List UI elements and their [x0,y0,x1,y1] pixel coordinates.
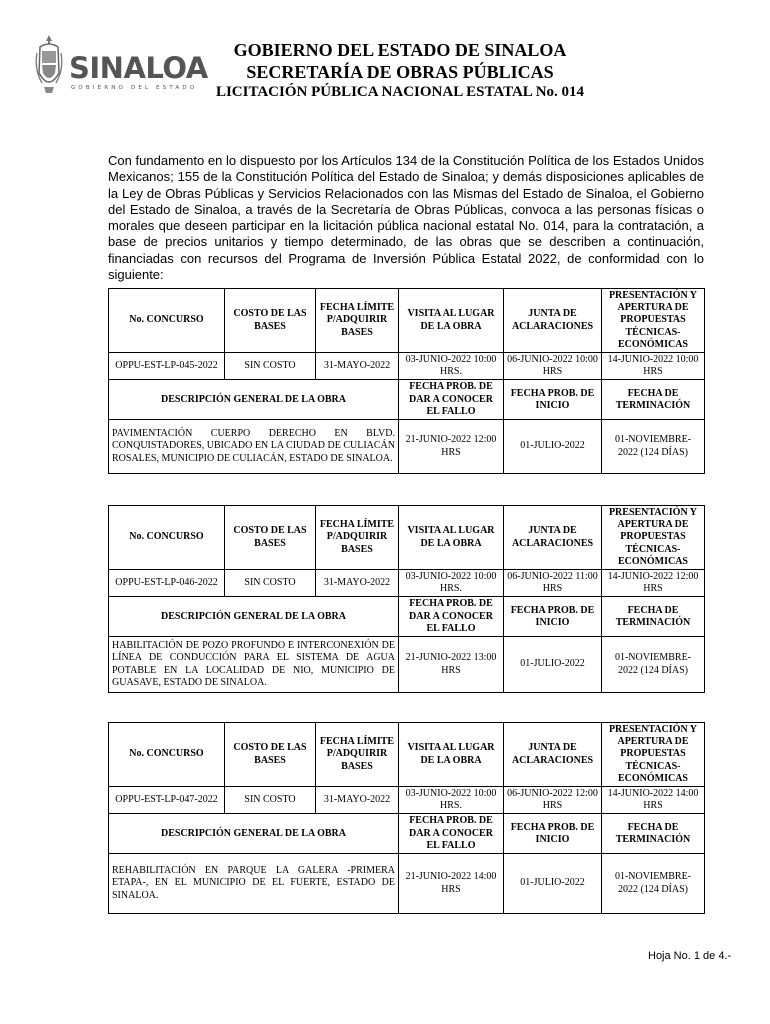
tender-ruling-date: 21-JUNIO-2022 14:00 HRS [399,854,504,914]
header-inicio: FECHA PROB. DE INICIO [504,380,602,420]
header-descripcion: DESCRIPCIÓN GENERAL DE LA OBRA [109,814,399,854]
header-junta: JUNTA DE ACLARACIONES [504,723,602,787]
logo-subtitle: GOBIERNO DEL ESTADO [71,85,198,91]
tender-deadline: 31-MAYO-2022 [316,787,399,814]
header-concurso: No. CONCURSO [109,506,225,570]
tender-proposals: 14-JUNIO-2022 10:00 HRS [602,353,705,380]
header-costo: COSTO DE LAS BASES [225,506,316,570]
tender-clarifications: 06-JUNIO-2022 10:00 HRS [504,353,602,380]
tender-ruling-date: 21-JUNIO-2022 13:00 HRS [399,637,504,693]
tender-table-1 [108,288,705,474]
header-fallo: FECHA PROB. DE DAR A CONOCER EL FALLO [399,814,504,854]
tender-description: PAVIMENTACIÓN CUERPO DERECHO EN BLVD. CONQUISTADORES, UBICADO EN LA CIUDAD DE CULIACÁN ROSALES, MUNICIPIO DE CULIACÁN, ESTADO DE SINALOA. [109,420,399,474]
tender-clarifications: 06-JUNIO-2022 11:00 HRS [504,570,602,597]
tender-start-date: 01-JULIO-2022 [504,420,602,474]
header-visita: VISITA AL LUGAR DE LA OBRA [399,506,504,570]
tender-start-date: 01-JULIO-2022 [504,854,602,914]
tender-cost: SIN COSTO [225,787,316,814]
sinaloa-logo [34,33,208,97]
header-fallo: FECHA PROB. DE DAR A CONOCER EL FALLO [399,597,504,637]
header-costo: COSTO DE LAS BASES [225,289,316,353]
header-fecha-limite: FECHA LÍMITE P/ADQUIRIR BASES [316,506,399,570]
header-visita: VISITA AL LUGAR DE LA OBRA [399,723,504,787]
tender-cost: SIN COSTO [225,570,316,597]
header-descripcion: DESCRIPCIÓN GENERAL DE LA OBRA [109,380,399,420]
tender-proposals: 14-JUNIO-2022 14:00 HRS [602,787,705,814]
header-presentacion: PRESENTACIÓN Y APERTURA DE PROPUESTAS TÉCNICAS-ECONÓMICAS [602,506,705,570]
header-fecha-limite: FECHA LÍMITE P/ADQUIRIR BASES [316,289,399,353]
tender-proposals: 14-JUNIO-2022 12:00 HRS [602,570,705,597]
tender-end-date: 01-NOVIEMBRE-2022 (124 DÍAS) [602,637,705,693]
tender-description: HABILITACIÓN DE POZO PROFUNDO E INTERCONEXIÓN DE LÍNEA DE CONDUCCIÓN PARA EL SISTEMA DE AGUA POTABLE EN LA LOCALIDAD DE NIO, MUNICIPIO DE GUASAVE, ESTADO DE SINALOA. [109,637,399,693]
tender-site-visit: 03-JUNIO-2022 10:00 HRS. [399,353,504,380]
state-seal-icon [34,33,64,97]
tender-number: OPPU-EST-LP-045-2022 [109,353,225,380]
tender-ruling-date: 21-JUNIO-2022 12:00 HRS [399,420,504,474]
tender-end-date: 01-NOVIEMBRE-2022 (124 DÍAS) [602,854,705,914]
tender-site-visit: 03-JUNIO-2022 10:00 HRS. [399,787,504,814]
tender-number: OPPU-EST-LP-046-2022 [109,570,225,597]
header-presentacion: PRESENTACIÓN Y APERTURA DE PROPUESTAS TÉCNICAS-ECONÓMICAS [602,723,705,787]
header-secretariat: SECRETARÍA DE OBRAS PÚBLICAS [246,62,554,82]
header-junta: JUNTA DE ACLARACIONES [504,289,602,353]
header-inicio: FECHA PROB. DE INICIO [504,814,602,854]
header-terminacion: FECHA DE TERMINACIÓN [602,814,705,854]
tender-deadline: 31-MAYO-2022 [316,570,399,597]
tender-end-date: 01-NOVIEMBRE-2022 (124 DÍAS) [602,420,705,474]
tender-deadline: 31-MAYO-2022 [316,353,399,380]
header-terminacion: FECHA DE TERMINACIÓN [602,597,705,637]
header-fallo: FECHA PROB. DE DAR A CONOCER EL FALLO [399,380,504,420]
header-junta: JUNTA DE ACLARACIONES [504,506,602,570]
header-fecha-limite: FECHA LÍMITE P/ADQUIRIR BASES [316,723,399,787]
tender-start-date: 01-JULIO-2022 [504,637,602,693]
tender-number: OPPU-EST-LP-047-2022 [109,787,225,814]
header-costo: COSTO DE LAS BASES [225,723,316,787]
header-descripcion: DESCRIPCIÓN GENERAL DE LA OBRA [109,597,399,637]
header-concurso: No. CONCURSO [109,289,225,353]
logo-wordmark: SINALOA [69,51,208,85]
tender-clarifications: 06-JUNIO-2022 12:00 HRS [504,787,602,814]
header-government: GOBIERNO DEL ESTADO DE SINALOA [233,40,567,60]
tender-table-2 [108,505,705,693]
page-number: Hoja No. 1 de 4.- [648,950,732,962]
tender-table-3 [108,722,705,914]
tender-site-visit: 03-JUNIO-2022 10:00 HRS. [399,570,504,597]
tender-cost: SIN COSTO [225,353,316,380]
intro-paragraph: Con fundamento en lo dispuesto por los Artículos 134 de la Constitución Política de los Estados Unidos Mexicanos; 155 de la Constitución Política del Estado de Sinaloa; y demás disposiciones aplicables de la Ley de Obras Públicas y Servicios Relacionados con las Mismas del Estado de Sinaloa, el Gobierno del Estado de Sinaloa, a través de la Secretaría de Obras Públicas, convoca a las personas físicas o morales que deseen participar en la licitación pública nacional estatal No. 014, para la contratación, a base de precios unitarios y tiempo determinado, de las obras que se describen a continuación, financiadas con recursos del Programa de Inversión Pública Estatal 2022, de conformidad con lo siguiente: [108,153,704,283]
header-concurso: No. CONCURSO [109,723,225,787]
header-tender-title: LICITACIÓN PÚBLICA NACIONAL ESTATAL No. 014 [215,84,585,100]
header-terminacion: FECHA DE TERMINACIÓN [602,380,705,420]
tender-description: REHABILITACIÓN EN PARQUE LA GALERA -PRIMERA ETAPA-, EN EL MUNICIPIO DE EL FUERTE, ESTADO DE SINALOA. [109,854,399,914]
header-inicio: FECHA PROB. DE INICIO [504,597,602,637]
header-visita: VISITA AL LUGAR DE LA OBRA [399,289,504,353]
header-presentacion: PRESENTACIÓN Y APERTURA DE PROPUESTAS TÉCNICAS-ECONÓMICAS [602,289,705,353]
